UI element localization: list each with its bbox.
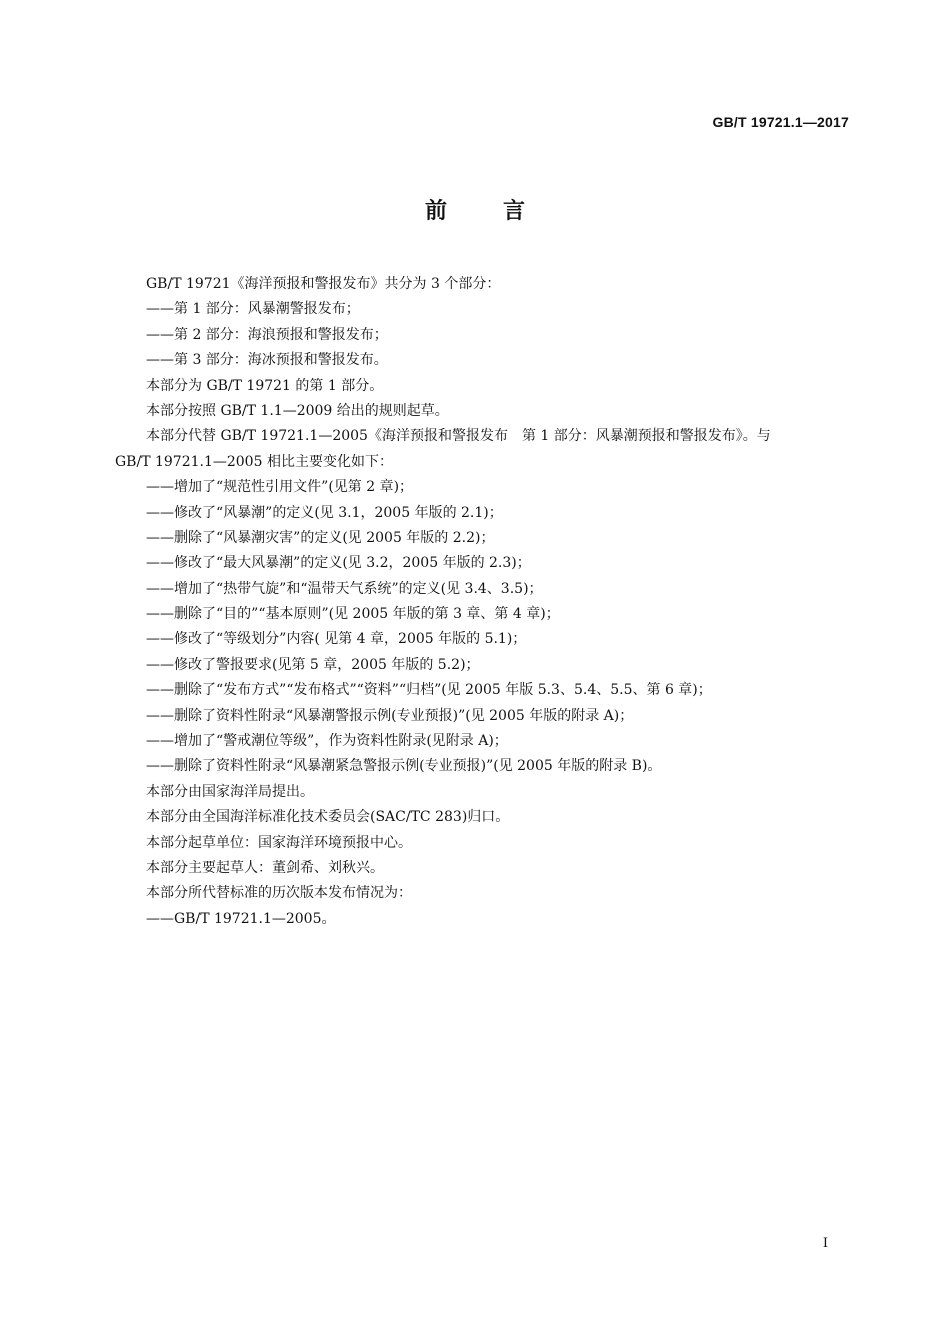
list-item: ——修改了“等级划分”内容( 见第 4 章，2005 年版的 5.1)； — [146, 631, 527, 648]
paragraph: 本部分主要起草人：董剑希、刘秋兴。 — [146, 859, 384, 876]
list-item: ——增加了“规范性引用文件”(见第 2 章)； — [146, 479, 414, 496]
standard-code: GB/T 19721.1—2017 — [712, 114, 849, 130]
page-number: I — [822, 1236, 828, 1251]
list-item: ——删除了“风暴潮灾害”的定义(见 2005 年版的 2.2)； — [146, 529, 495, 546]
paragraph: 本部分由国家海洋局提出。 — [146, 783, 314, 800]
list-item: ——增加了“热带气旋”和“温带天气系统”的定义(见 3.4、3.5)； — [146, 580, 543, 597]
list-item: ——删除了“目的”“基本原则”(见 2005 年版的第 3 章、第 4 章)； — [146, 606, 560, 623]
paragraph: 本部分为 GB/T 19721 的第 1 部分。 — [146, 377, 384, 394]
list-item: ——第 2 部分：海浪预报和警报发布； — [146, 326, 388, 343]
page-title: 前言 — [424, 199, 581, 224]
list-item: ——删除了资料性附录“风暴潮警报示例(专业预报)”(见 2005 年版的附录 A)； — [146, 707, 634, 724]
list-item: ——删除了“发布方式”“发布格式”“资料”“归档”(见 2005 年版 5.3、5.4、5.5、第 6 章)； — [146, 682, 712, 699]
paragraph: 本部分代替 GB/T 19721.1—2005《海洋预报和警报发布 第 1 部分：风暴潮预报和警报发布》。与 — [146, 428, 771, 445]
list-item: ——第 3 部分：海冰预报和警报发布。 — [146, 352, 388, 369]
foreword-body — [115, 272, 855, 932]
list-item: ——修改了“最大风暴潮”的定义(见 3.2，2005 年版的 2.3)； — [146, 555, 531, 572]
list-item: ——第 1 部分：风暴潮警报发布； — [146, 301, 360, 318]
list-item: ——删除了资料性附录“风暴潮紧急警报示例(专业预报)”(见 2005 年版的附录 B)。 — [146, 758, 662, 775]
paragraph: GB/T 19721《海洋预报和警报发布》共分为 3 个部分： — [146, 276, 501, 292]
paragraph: 本部分所代替标准的历次版本发布情况为： — [146, 885, 412, 902]
paragraph: 本部分起草单位：国家海洋环境预报中心。 — [146, 834, 412, 851]
list-item: ——修改了“风暴潮”的定义(见 3.1，2005 年版的 2.1)； — [146, 504, 503, 521]
list-item: ——增加了“警戒潮位等级”，作为资料性附录(见附录 A)； — [146, 733, 508, 750]
paragraph: 本部分按照 GB/T 1.1—2009 给出的规则起草。 — [146, 402, 449, 419]
list-item: ——修改了警报要求(见第 5 章，2005 年版的 5.2)； — [146, 656, 480, 673]
list-item: ——GB/T 19721.1—2005。 — [146, 910, 336, 927]
paragraph-continuation: GB/T 19721.1—2005 相比主要变化如下： — [115, 453, 393, 470]
paragraph: 本部分由全国海洋标准化技术委员会(SAC/TC 283)归口。 — [146, 809, 510, 826]
